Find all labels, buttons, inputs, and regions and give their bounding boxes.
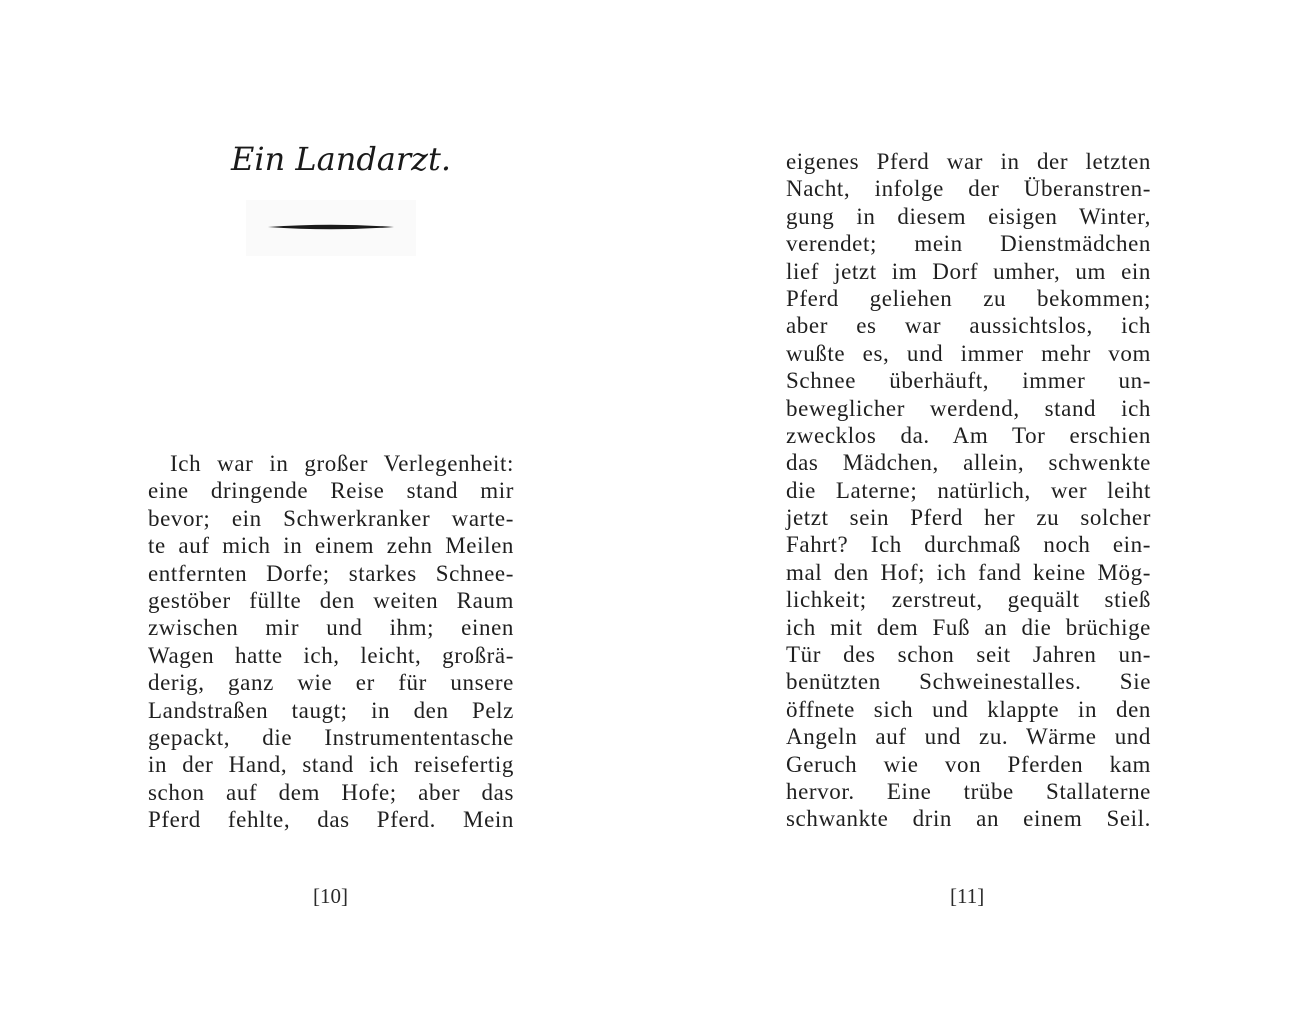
text-line: zwischen mir und ihm; einen (148, 615, 514, 641)
text-line: schon auf dem Hofe; aber das (148, 779, 514, 805)
text-line: Pferd geliehen zu bekommen; (786, 285, 1151, 311)
text-line: entfernten Dorfe; starkes Schnee- (148, 560, 514, 586)
text-line: Ich war in großer Verlegenheit: (170, 451, 514, 476)
text-line: beweglicher werdend, stand ich (786, 395, 1151, 421)
text-line: derig, ganz wie er für unsere (148, 670, 514, 696)
text-line: hervor. Eine trübe Stallaterne (786, 778, 1151, 804)
text-line: Pferd fehlte, das Pferd. Mein (148, 807, 514, 833)
text-line: Landstraßen taugt; in den Pelz (148, 697, 514, 723)
text-line: eigenes Pferd war in der letzten (786, 149, 1151, 174)
left-body-text (148, 450, 514, 833)
text-line: wußte es, und immer mehr vom (786, 340, 1151, 366)
text-line: aber es war aussichtslos, ich (786, 313, 1151, 339)
text-line: ich mit dem Fuß an die brüchige (786, 614, 1151, 640)
ornament-rule-stroke (268, 225, 394, 230)
text-line: Geruch wie von Pferden kam (786, 751, 1151, 777)
text-line: benützten Schweinestalles. Sie (786, 669, 1151, 695)
text-line: schwankte drin an einem Seil. (786, 806, 1151, 832)
page-number-right: [11] (950, 884, 985, 908)
text-line: Angeln auf und zu. Wärme und (786, 724, 1151, 750)
horizontal-rule-ornament-icon (246, 200, 416, 256)
text-line: gung in diesem eisigen Winter, (786, 203, 1151, 229)
text-line: gestöber füllte den weiten Raum (148, 587, 514, 613)
text-line: öffnete sich und klappte in den (786, 696, 1151, 722)
text-line: bevor; ein Schwerkranker warte- (148, 505, 514, 531)
text-line: te auf mich in einem zehn Meilen (148, 533, 514, 559)
text-line: Fahrt? Ich durchmaß noch ein- (786, 532, 1151, 558)
text-line: jetzt sein Pferd her zu solcher (786, 505, 1151, 531)
text-line: Tür des schon seit Jahren un- (786, 642, 1151, 668)
text-line: gepackt, die Instrumententasche (148, 724, 514, 750)
right-page (650, 0, 1299, 1028)
text-line: zwecklos da. Am Tor erschien (786, 422, 1151, 448)
text-line: eine dringende Reise stand mir (148, 478, 514, 504)
right-body-text (786, 148, 1151, 833)
text-line: verendet; mein Dienstmädchen (786, 231, 1151, 257)
page-number-left: [10] (313, 884, 348, 908)
text-line: Wagen hatte ich, leicht, großrä- (148, 642, 514, 668)
text-line: lichkeit; zerstreut, gequält stieß (786, 587, 1151, 613)
text-line: in der Hand, stand ich reisefertig (148, 752, 514, 778)
text-line: lief jetzt im Dorf umher, um ein (786, 258, 1151, 284)
chapter-title: Ein Landarzt. (231, 140, 452, 178)
ornament-rule-svg (246, 200, 416, 256)
text-line: mal den Hof; ich fand keine Mög- (786, 559, 1151, 585)
text-line: das Mädchen, allein, schwenkte (786, 450, 1151, 476)
text-line: die Laterne; natürlich, wer leiht (786, 477, 1151, 503)
text-line: Nacht, infolge der Überanstren- (786, 176, 1151, 202)
text-line: Schnee überhäuft, immer un- (786, 368, 1151, 394)
